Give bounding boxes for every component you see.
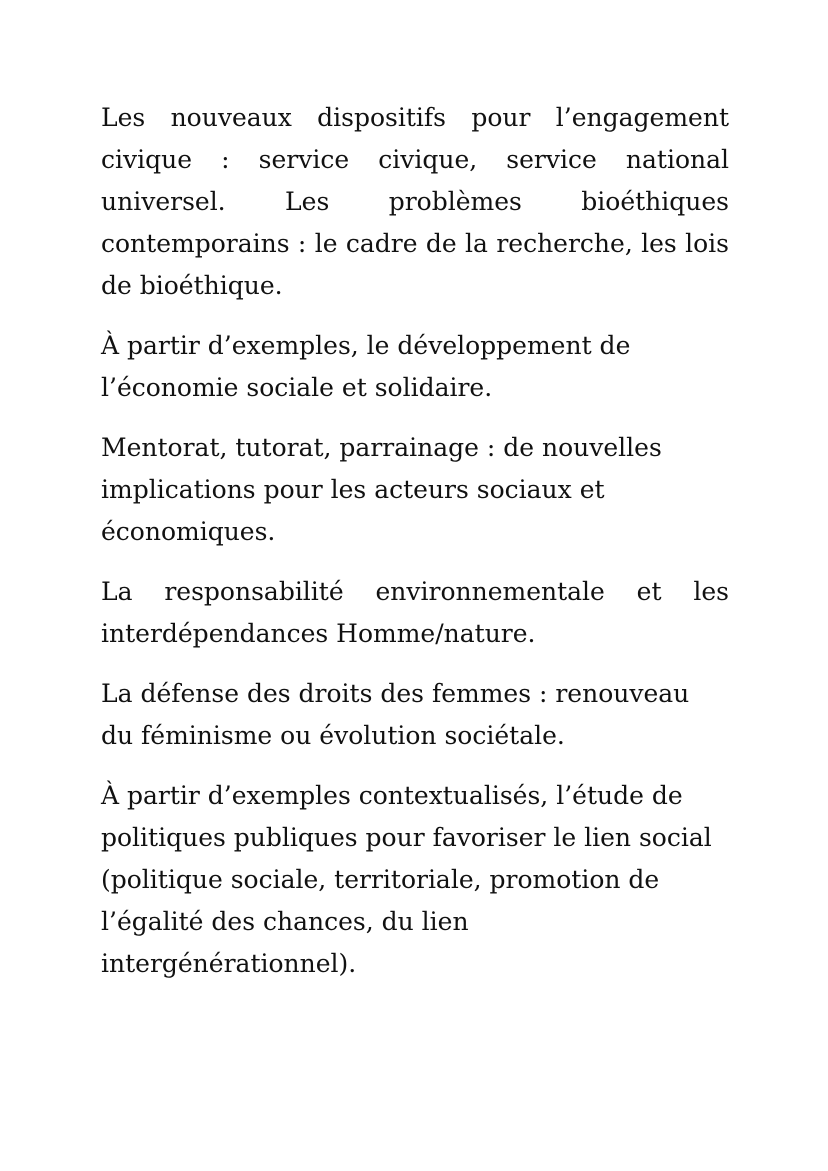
paragraph-engagement-civique: Les nouveaux dispositifs pour l’engagement civique : service civique, service national universel. Les problèmes bioéthiques contemporains : le cadre de la recherche, les lois de bioéthique. (101, 103, 729, 300)
paragraph-politiques-publiques: À partir d’exemples contextualisés, l’étude de politiques publiques pour favoriser le lien social (politique sociale, territoriale, promotion de l’égalité des chances, du lien intergénérationnel). (101, 781, 712, 978)
paragraph-droits-des-femmes: La défense des droits des femmes : renouveau du féminisme ou évolution sociétale. (101, 679, 690, 750)
paragraph-mentorat: Mentorat, tutorat, parrainage : de nouvelles implications pour les acteurs sociaux et économiques. (101, 433, 662, 546)
paragraph-economie-sociale: À partir d’exemples, le développement de l’économie sociale et solidaire. (101, 331, 631, 402)
document-body (101, 97, 729, 1003)
paragraph-responsabilite-environnementale: La responsabilité environnementale et les interdépendances Homme/nature. (101, 577, 729, 648)
